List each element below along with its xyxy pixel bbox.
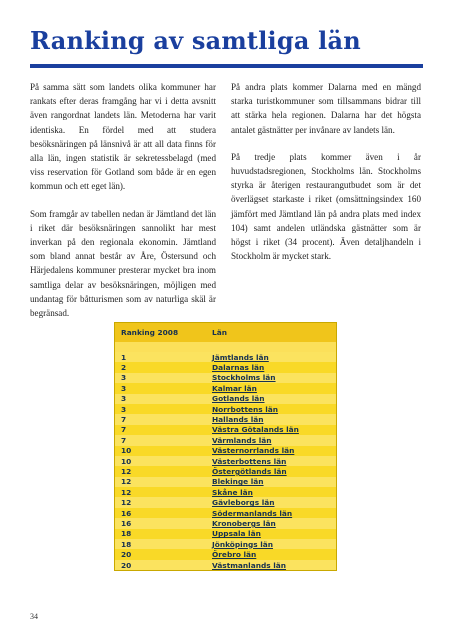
county-cell: Värmlands län bbox=[212, 435, 272, 445]
county-cell: Jönköpings län bbox=[212, 539, 274, 549]
rank-cell: 12 bbox=[121, 498, 132, 508]
table-row bbox=[115, 477, 336, 487]
table-row bbox=[115, 518, 336, 528]
rank-cell: 12 bbox=[121, 477, 132, 487]
table-row bbox=[115, 497, 336, 507]
county-cell: Stockholms län bbox=[212, 373, 276, 383]
table-row bbox=[115, 425, 336, 435]
table-row bbox=[115, 466, 336, 476]
table-row bbox=[115, 549, 336, 559]
county-cell: Gävleborgs län bbox=[212, 498, 275, 508]
column-header-ranking: Ranking 2008 bbox=[121, 328, 179, 337]
rank-cell: 3 bbox=[121, 394, 127, 404]
rank-cell: 10 bbox=[121, 446, 132, 456]
county-cell: Västmanlands län bbox=[212, 560, 287, 570]
table-row bbox=[115, 414, 336, 424]
table-row bbox=[115, 373, 336, 383]
left-text-column bbox=[30, 80, 216, 333]
rank-cell: 18 bbox=[121, 539, 132, 549]
rank-cell: 3 bbox=[121, 383, 127, 393]
rank-cell: 10 bbox=[121, 456, 132, 466]
table-row bbox=[115, 362, 336, 372]
paragraph: På samma sätt som landets olika kommuner har rankats efter deras framgång har vi i detta avsnitt även rangordnat landets län. Metoderna har varit identiska. En fördel med att studera besöksnäringen på länsnivå är att all data finns för alla län, ingen statistik är sekretessbelagd (med viss reservation för Gotland som både är en egen kommun och ett eget län). bbox=[30, 82, 216, 192]
table-row bbox=[115, 508, 336, 518]
rank-cell: 12 bbox=[121, 487, 132, 497]
paragraph: På andra plats kommer Dalarna med en mängd starka turistkommuner som tillsammans bidrar till att stärka hela regionen. Dalarna har det högsta antalet gästnätter per invånare av landets län. bbox=[231, 82, 421, 135]
title-underline bbox=[30, 64, 423, 68]
county-cell: Blekinge län bbox=[212, 477, 264, 487]
table-row bbox=[115, 383, 336, 393]
county-cell: Kronobergs län bbox=[212, 518, 276, 528]
table-row bbox=[115, 529, 336, 539]
rank-cell: 7 bbox=[121, 425, 127, 435]
ranking-table bbox=[114, 322, 337, 571]
rank-cell: 18 bbox=[121, 529, 132, 539]
rank-cell: 12 bbox=[121, 466, 132, 476]
table-row bbox=[115, 487, 336, 497]
county-cell: Östergötlands län bbox=[212, 466, 287, 476]
rank-cell: 20 bbox=[121, 560, 132, 570]
table-row bbox=[115, 435, 336, 445]
rank-cell: 3 bbox=[121, 404, 127, 414]
table-row bbox=[115, 539, 336, 549]
table-row bbox=[115, 404, 336, 414]
table-row bbox=[115, 560, 336, 570]
table-row bbox=[115, 446, 336, 456]
rank-cell: 3 bbox=[121, 373, 127, 383]
rank-cell: 7 bbox=[121, 435, 127, 445]
rank-cell: 16 bbox=[121, 508, 132, 518]
table-row bbox=[115, 394, 336, 404]
county-cell: Uppsala län bbox=[212, 529, 261, 539]
table-row bbox=[115, 352, 336, 362]
county-cell: Hallands län bbox=[212, 415, 264, 425]
table-header-row bbox=[115, 323, 336, 342]
rank-cell: 7 bbox=[121, 415, 127, 425]
table-body bbox=[115, 352, 336, 570]
county-cell: Västra Götalands län bbox=[212, 425, 299, 435]
county-cell: Jämtlands län bbox=[212, 352, 269, 362]
county-cell: Västerbottens län bbox=[212, 456, 287, 466]
right-text-column bbox=[231, 80, 421, 276]
county-cell: Norrbottens län bbox=[212, 404, 279, 414]
table-spacer bbox=[115, 342, 336, 352]
paragraph: På tredje plats kommer även i år huvudstadsregionen, Stockholms län. Stockholms styrka är återigen restaurangutbudet som är det överlägset starkaste i riket (omsättningsindex 160 jämfört med Jämtland län på andra plats med index 104) samt andelen utländska gästnätter som är högst i riket (34 procent). Även detaljhandeln i Stockholm är mycket stark. bbox=[231, 151, 421, 262]
rank-cell: 1 bbox=[121, 352, 127, 362]
page-number: 34 bbox=[30, 612, 38, 621]
rank-cell: 16 bbox=[121, 518, 132, 528]
page-title: Ranking av samtliga län bbox=[30, 26, 361, 55]
county-cell: Skåne län bbox=[212, 487, 253, 497]
paragraph: Som framgår av tabellen nedan är Jämtland det län i riket där besöksnäringen sannolikt har mest inverkan på den regionala ekonomin. Jämtland som bland annat består av Åre, Östersund och Härjedalens kommuner presterar mycket bra inom samtliga delar av besöksnäringen, möjligen med undantag för båtturismen som av naturliga skäl är begränsad. bbox=[30, 208, 216, 319]
rank-cell: 2 bbox=[121, 363, 127, 373]
county-cell: Västernorrlands län bbox=[212, 446, 295, 456]
county-cell: Dalarnas län bbox=[212, 363, 265, 373]
column-header-lan: Län bbox=[212, 328, 227, 337]
county-cell: Kalmar län bbox=[212, 383, 257, 393]
county-cell: Örebro län bbox=[212, 550, 257, 560]
rank-cell: 20 bbox=[121, 550, 132, 560]
table-row bbox=[115, 456, 336, 466]
county-cell: Södermanlands län bbox=[212, 508, 293, 518]
county-cell: Gotlands län bbox=[212, 394, 265, 404]
